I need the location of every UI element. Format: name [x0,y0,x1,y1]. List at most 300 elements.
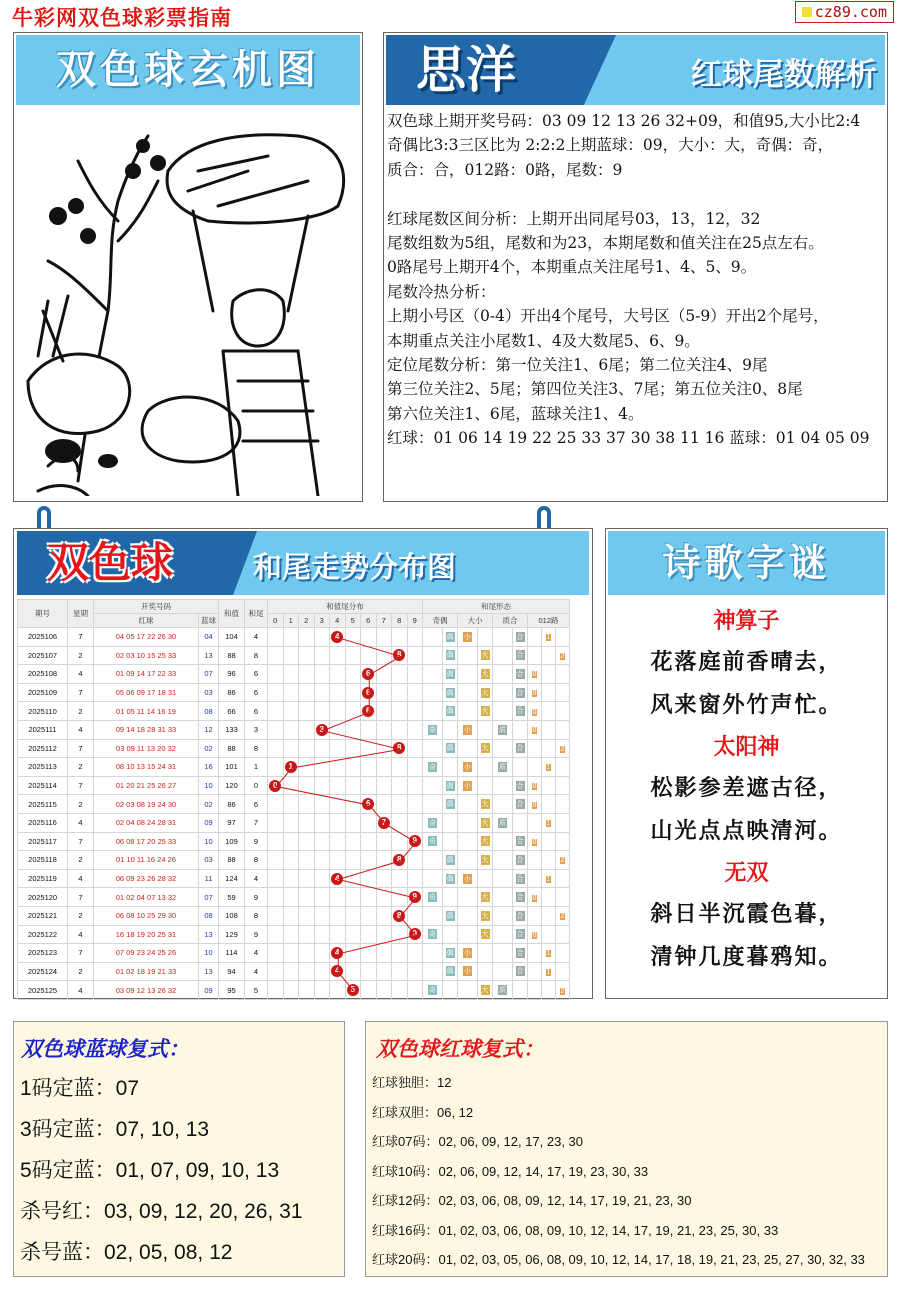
route-cell [556,981,570,1000]
red-numbers-cell: 01 02 04 07 13 32 [94,888,199,907]
tail-analysis-header [386,35,885,105]
period-cell: 2025121 [18,906,68,925]
period-cell: 2025113 [18,758,68,777]
shape-cell [443,981,458,1000]
shape-cell [423,869,443,888]
poem-panel-title: 诗歌字谜 [608,531,885,595]
poem-list [610,601,883,979]
shape-cell [458,646,478,665]
route-cell [542,758,556,777]
route-tag: 1 [546,950,551,958]
period-cell: 2025120 [18,888,68,907]
shape-cell [478,981,493,1000]
route-cell [528,646,542,665]
shape-tag: 奇 [429,987,436,995]
shape-cell [513,851,528,870]
sum-cell: 66 [219,702,245,721]
dist-cell [314,776,330,795]
tail-ball: 7 [378,817,390,829]
shape-tag: 偶 [446,782,454,790]
shape-cell [423,720,443,739]
period-cell: 2025108 [18,665,68,684]
shape-cell [423,851,443,870]
route-cell [556,944,570,963]
sum-cell: 120 [219,776,245,795]
shape-cell [493,888,513,907]
dist-cell [330,869,346,888]
shape-cell [458,813,478,832]
tail-cell: 9 [245,888,268,907]
table-row [18,758,570,777]
shape-cell [513,888,528,907]
dist-cell [345,720,361,739]
dist-cell [268,869,284,888]
dist-cell [361,888,377,907]
dist-cell [345,813,361,832]
table-row [18,665,570,684]
dist-cell [268,888,284,907]
shape-tag: 合 [516,912,524,920]
route-cell [556,832,570,851]
red-numbers-cell: 06 09 23 26 28 32 [94,869,199,888]
shape-cell [493,962,513,981]
dist-cell [376,776,392,795]
dist-cell [330,944,346,963]
tail-cell: 9 [245,925,268,944]
dist-cell [283,888,299,907]
col-digit: 7 [376,614,392,628]
shape-tag: 质 [499,763,506,771]
shape-cell [423,628,443,647]
red-ball-row: 红球独胆：12 [372,1075,452,1090]
dist-cell [407,832,423,851]
dist-cell [283,851,299,870]
red-numbers-cell: 09 14 18 28 31 33 [94,720,199,739]
red-numbers-cell: 01 20 21 25 26 27 [94,776,199,795]
red-numbers-cell: 03 09 12 13 26 32 [94,981,199,1000]
col-period[interactable]: 期号 [18,600,68,628]
route-tag: 0 [532,783,537,791]
shape-cell [458,720,478,739]
shape-cell [478,944,493,963]
dist-cell [376,665,392,684]
shape-tag: 合 [516,633,524,641]
xuanji-panel [13,32,363,502]
dist-cell [299,665,315,684]
tail-ball: 0 [269,780,281,792]
dist-cell [268,665,284,684]
table-row [18,795,570,814]
route-tag: 1 [546,876,551,884]
dist-cell [361,906,377,925]
shape-tag: 小 [464,763,471,771]
table-row [18,888,570,907]
analysis-line: 尾数组数为5组，尾数和为23，本期尾数和值关注在25点左右。 [387,234,824,253]
table-row [18,813,570,832]
shape-cell [478,851,493,870]
tail-cell: 6 [245,665,268,684]
dist-cell [268,813,284,832]
dist-cell [314,758,330,777]
dist-cell [299,888,315,907]
tail-analysis-title: 红球尾数解析 [691,57,877,93]
route-cell [528,851,542,870]
dist-cell [361,869,377,888]
shape-cell [493,665,513,684]
dist-cell [407,795,423,814]
route-tag: 0 [532,708,537,716]
shape-cell [458,981,478,1000]
dist-cell [392,758,408,777]
shape-cell [493,758,513,777]
shape-cell [443,962,458,981]
shape-tag: 奇 [429,894,436,902]
tail-cell: 8 [245,646,268,665]
col-012: 012路 [528,614,570,628]
dist-cell [299,683,315,702]
shape-tag: 偶 [446,745,454,753]
dist-cell [314,925,330,944]
shape-cell [513,906,528,925]
dist-cell [376,925,392,944]
col-big-small: 大小 [458,614,493,628]
shape-cell [493,795,513,814]
shape-cell [443,813,458,832]
tail-ball: 9 [409,835,421,847]
dist-cell [407,962,423,981]
dist-cell [361,962,377,981]
dist-cell [376,628,392,647]
blue-ball-panel [13,1021,345,1277]
shape-cell [493,851,513,870]
table-row [18,925,570,944]
dist-cell [330,758,346,777]
blue-ball-title: 双色球蓝球复式： [21,1036,189,1061]
route-cell [528,758,542,777]
red-numbers-cell: 06 08 17 20 25 33 [94,832,199,851]
red-numbers-cell: 02 04 08 24 28 31 [94,813,199,832]
blue-number-cell: 03 [199,683,219,702]
shape-cell [478,720,493,739]
route-cell [542,646,556,665]
shape-tag: 合 [516,856,524,864]
route-cell [528,628,542,647]
tail-ball: 8 [393,854,405,866]
route-cell [542,739,556,758]
blue-number-cell: 10 [199,776,219,795]
route-cell [528,888,542,907]
dist-cell [268,683,284,702]
blue-number-cell: 10 [199,944,219,963]
shape-cell [513,869,528,888]
shape-cell [423,665,443,684]
dist-cell [407,925,423,944]
dist-cell [392,813,408,832]
dist-cell [314,944,330,963]
sum-cell: 104 [219,628,245,647]
shape-cell [423,739,443,758]
tail-ball: 3 [316,724,328,736]
shape-cell [478,813,493,832]
dist-cell [361,646,377,665]
dist-cell [283,813,299,832]
tail-cell: 1 [245,758,268,777]
red-numbers-cell: 04 05 17 22 26 30 [94,628,199,647]
shape-cell [493,720,513,739]
route-tag: 0 [532,690,537,698]
dist-cell [376,832,392,851]
dist-cell [299,981,315,1000]
shape-cell [478,795,493,814]
analysis-line: 奇偶比3:3三区比为 2:2:2上期蓝球：09，大小：大，奇偶：奇， [387,136,834,155]
sum-cell: 88 [219,646,245,665]
shape-cell [478,739,493,758]
week-cell: 2 [68,906,94,925]
shape-cell [493,628,513,647]
dist-cell [392,925,408,944]
dist-cell [376,646,392,665]
dist-cell [268,925,284,944]
route-cell [542,925,556,944]
shape-cell [478,683,493,702]
dist-cell [345,702,361,721]
tail-analysis-panel [383,32,888,502]
dist-cell [392,962,408,981]
dist-cell [376,869,392,888]
shape-tag: 奇 [429,931,436,939]
dist-cell [314,720,330,739]
dist-cell [314,981,330,1000]
trend-chart-panel [13,528,593,999]
dist-cell [361,702,377,721]
poem-line: 松影参差遮古径， [650,775,843,801]
red-ball-row: 红球双胆：06, 12 [372,1104,474,1120]
analysis-line: 定位尾数分析：第一位关注1、6尾；第二位关注4、9尾 [387,356,768,375]
route-cell [542,888,556,907]
dist-cell [283,739,299,758]
site-logo[interactable] [795,1,894,23]
tail-cell: 7 [245,813,268,832]
dist-cell [330,646,346,665]
route-cell [542,683,556,702]
table-row [18,906,570,925]
col-sum: 和值 [219,600,245,628]
tail-ball: 4 [331,965,343,977]
dist-cell [407,720,423,739]
poem-line: 花落庭前香晴去， [650,649,843,675]
shape-cell [493,832,513,851]
analysis-line [387,182,883,206]
logo-text: cz89.com [814,3,887,21]
route-tag: 0 [532,671,537,679]
analysis-line: 0路尾号上期开4个，本期重点关注尾号1、4、5、9。 [387,258,757,277]
route-tag: 2 [560,913,565,921]
route-cell [556,758,570,777]
dist-cell [330,906,346,925]
dist-cell [345,906,361,925]
route-cell [528,720,542,739]
dist-cell [330,851,346,870]
dist-cell [299,628,315,647]
route-cell [556,795,570,814]
dist-cell [345,758,361,777]
dist-cell [361,758,377,777]
dist-cell [283,720,299,739]
route-tag: 0 [532,801,537,809]
dist-cell [299,646,315,665]
dist-cell [268,776,284,795]
red-numbers-cell: 07 09 23 24 25 26 [94,944,199,963]
dist-cell [314,665,330,684]
shape-tag: 大 [481,838,489,846]
dist-cell [283,869,299,888]
sum-cell: 59 [219,888,245,907]
shape-cell [493,944,513,963]
dist-cell [283,944,299,963]
shape-cell [458,962,478,981]
route-cell [528,981,542,1000]
col-digit: 9 [407,614,423,628]
week-cell: 2 [68,758,94,777]
dist-cell [330,795,346,814]
route-cell [542,776,556,795]
dist-cell [268,646,284,665]
week-cell: 4 [68,981,94,1000]
blue-number-cell: 09 [199,813,219,832]
route-cell [528,925,542,944]
shape-cell [478,702,493,721]
dist-cell [314,628,330,647]
tail-cell: 6 [245,795,268,814]
shape-tag: 小 [464,949,471,957]
tail-ball: 8 [393,742,405,754]
dist-cell [345,944,361,963]
red-numbers-cell: 08 10 13 15 24 31 [94,758,199,777]
shape-cell [458,795,478,814]
shape-tag: 大 [481,912,489,920]
shape-cell [443,628,458,647]
shape-cell [513,813,528,832]
route-cell [556,702,570,721]
table-row [18,739,570,758]
dist-cell [376,739,392,758]
shape-cell [458,888,478,907]
route-cell [542,944,556,963]
week-cell: 2 [68,702,94,721]
shape-cell [458,906,478,925]
week-cell: 2 [68,962,94,981]
tail-cell: 8 [245,906,268,925]
dist-cell [407,776,423,795]
table-row [18,832,570,851]
route-cell [528,665,542,684]
dist-cell [361,683,377,702]
dist-cell [392,739,408,758]
period-cell: 2025117 [18,832,68,851]
period-cell: 2025122 [18,925,68,944]
shape-tag: 质 [499,726,506,734]
dist-cell [361,981,377,1000]
dist-cell [345,981,361,1000]
logo-square-icon [802,7,812,17]
red-ball-row: 红球07码：02, 06, 09, 12, 17, 23, 30 [372,1134,584,1149]
dist-cell [407,702,423,721]
shape-tag: 合 [516,838,524,846]
dist-cell [330,739,346,758]
shape-tag: 奇 [429,726,436,734]
dist-cell [330,683,346,702]
poem-line: 风来窗外竹声忙。 [650,692,843,718]
week-cell: 4 [68,720,94,739]
shape-cell [423,683,443,702]
shape-tag: 偶 [446,708,454,716]
trend-title: 和尾走势分布图 [253,550,457,584]
tail-ball: 5 [347,984,359,996]
dist-cell [376,813,392,832]
period-cell: 2025118 [18,851,68,870]
shape-cell [443,683,458,702]
dist-cell [283,776,299,795]
dist-cell [361,851,377,870]
blue-number-cell: 13 [199,925,219,944]
dist-cell [299,962,315,981]
dist-cell [361,832,377,851]
shape-cell [443,720,458,739]
period-cell: 2025107 [18,646,68,665]
poem-title: 无双 [724,860,769,886]
col-digit: 6 [361,614,377,628]
shape-cell [478,832,493,851]
dist-cell [407,758,423,777]
route-tag: 0 [532,931,537,939]
shape-cell [443,851,458,870]
dist-cell [314,851,330,870]
route-tag: 0 [532,727,537,735]
trend-name: 双色球 [47,538,174,587]
dist-cell [361,944,377,963]
week-cell: 2 [68,795,94,814]
shape-cell [493,776,513,795]
route-cell [556,739,570,758]
dist-cell [283,795,299,814]
dist-cell [268,851,284,870]
red-ball-row: 红球16码：01, 02, 03, 06, 08, 09, 10, 12, 14, 17, 19, 21, 23, 25, 30, 33 [372,1222,779,1238]
dist-cell [314,702,330,721]
dist-cell [330,832,346,851]
shape-cell [423,646,443,665]
period-cell: 2025116 [18,813,68,832]
shape-cell [458,832,478,851]
route-tag: 1 [546,764,551,772]
col-dist: 和值尾分布 [268,600,423,614]
shape-cell [513,925,528,944]
red-ball-row: 红球20码：01, 02, 03, 05, 06, 08, 09, 10, 12, 14, 17, 18, 19, 21, 23, 25, 27, 30, 32, 33 [372,1252,865,1267]
route-tag: 2 [560,745,565,753]
route-cell [528,702,542,721]
table-row [18,646,570,665]
red-ball-row: 红球10码：02, 06, 09, 12, 14, 17, 19, 23, 30, 33 [372,1163,649,1179]
route-cell [556,813,570,832]
shape-tag: 合 [516,801,524,809]
shape-cell [443,702,458,721]
period-cell: 2025114 [18,776,68,795]
route-cell [528,795,542,814]
analysis-line: 尾数冷热分析： [387,282,496,301]
trend-header [17,531,589,595]
shape-cell [443,832,458,851]
table-row [18,776,570,795]
route-cell [556,925,570,944]
